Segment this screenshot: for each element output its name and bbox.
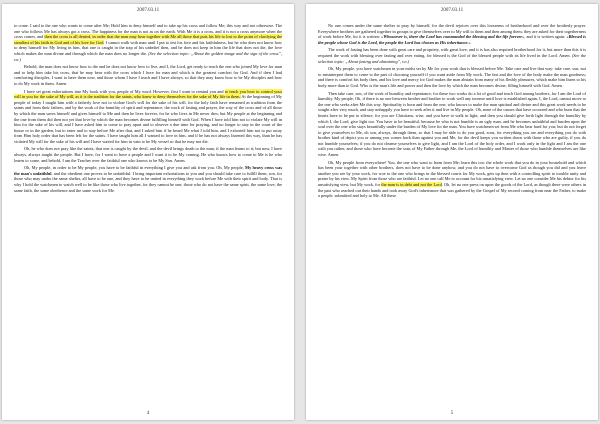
text-span: I have set great exhortations into My book with you, people of My word. However, first I want to remind you and: [24, 88, 225, 94]
text-span: The work of fasting has been done with great care and propriety, with great love, and it is has also required brotherhood for it, but more than this it is required the work with blessing over fasting and over eating, for blessed is the God of the blessed people with its life lived in the Lord. Amen.: [318, 47, 586, 58]
text-span: At the beginning of My people of today I taught him with a fatherly love not to violate God's will for the sake of his will, for the holy faith have remained as tradition from the saints and from their fathers, and by the work of the humility of spirit and repentance, the work of fasting and prayer, the way of the cross and of all those by which the man saves himself and gives himself to Me and then he lives forever, for he who lives in Me never dies; but My people at the beginning and the one from them did then not yet that love by which the man becomes divine fulfilling himself with God. When I have told him not to violate My will in him for the sake of his will, and I have asked him to come to pray apart and to observe a due time for praying, and no longer to stay in the court of the house or in the garden, but to enter and to stay before Me after that, and I asked him if he heard Me what I told him, and I exhorted him not to put away from Him holy order that has been left for the saints. I have taught him all I wanted to love in him, and if he has not always listened this way, than he has violated My will for the sake of his will and I have waited for him in vain to be My vessel so that he may not die.: [14, 94, 282, 144]
paragraph: [318, 160, 586, 199]
bold-text: Whosoever is, there the Lord has commanded the blessing and the life forever: [383, 34, 523, 40]
text-span: Then take care, son, of the work of humility and repentance, for these two works do a lot of good and teach God among brothers, for I am the Lord of humility. My people, Oh, if there is no one between brother and brother to work well any incense until love is established again, I, the Lord, cannot move to the one who seeks after Me this way. Spirituality is born and from the one, who knows to make the man spiritual and divine and this great work needs to be sought after very much, and stay unhappily you have to seek after it and live in My people. Oh, none of the causes that have occurred and who burn that the hearts have to be put to silence, for you are Christians, wise, and you have to walk in light, and then you should give forth light through the humility by which I, the Lord, give light too. You have to be beautiful, because he who is not humble is an ugly man, and he becomes unfaithful and burden upon the soul over the one who stays beautifully under the burden of My love for the man. You have watchmen set from Me who bear hard for you; but do not forget to give yourselves to Me, oh son, always, through them, so that I may be able to do you good, sons, for everything you are and everything you do with brother kind of depict you or among you comes back than against you and Me, for the devil keeps you written down with those who are guilty, if you do not humble yourselves; if you do not cleanse yourselves to give light, and I am the Lord of the holy order, and I work only in the light and I am the one with you rather, and those who have become the sons of My Father through Me, the Lord of humility and Master of those who humble themselves are like wise. Amen.: [318, 90, 586, 158]
page-body: [318, 23, 586, 199]
page-number: 5: [450, 411, 454, 416]
highlighted-text: then the cross is all denied, in order that the man may bear together with Me all those that puts his life to lost to the point of clarifying the steadfast of his faith in God and of his love for God.: [14, 34, 282, 45]
text-span: Oh, My people, in order to be My people, you have to be faithful in everything I give you and ask from you. Oh, My people,: [24, 165, 246, 171]
bold-text: My heavy cross was the man's unfaithful: [14, 165, 282, 176]
paragraph: [14, 89, 282, 145]
text-span: Oh, he who does not pray like the saints, that one is caught by the devil, and the devil brings death to the man, if the man learns to it; but now, I have always, always taught the people. But I have, for I want to have a people and I want it to be My coming. He who knows how to come to Me is he who learns to come, and behold, I am the Teacher over the faithful one who knows to be My Son. Amen.: [14, 146, 282, 163]
paragraph: [14, 64, 282, 86]
highlighted-text: the man is in debt and not the Lord: [381, 182, 442, 188]
right-page: [306, 4, 598, 420]
page-body: [14, 23, 282, 193]
text-span: », and it is written again: «: [522, 34, 569, 40]
text-span: I cannot walk with man until I put to test his love and his faithfulness, but he who does not know how to deny himself for My living in him, that one is caught in the trap of his unbelief then, and he does not keep in him the life that does not die, the love which makes the man divine and through which the man does no longer die.: [14, 39, 282, 56]
paragraph: [318, 23, 586, 45]
text-span: Oh, My people from everywhere! You, the one who want to learn from Me; learn this too: the whole work that you do in your household and which has been your together with other brothers, does not have to be done anyhow, and you do not have to overcome God as though you did and you leave another you see by your work, for woe to the one who brings in the blessed courts for My work, gets up then with a controlling spirit to trouble unity and praise by his view. My Spirit from those who are faithful. Let no one call Me to account for his unsatisfying view. Let no one consider Me his debtor for his unsatisfying view, but My work, for: [318, 159, 586, 188]
paragraph: [318, 91, 586, 158]
paragraph: [318, 47, 586, 64]
text-span: to come. I said to the one who wants to come after Me; Hold him to deny himself and to take up his cross and follow Me; this way and not otherwise. The one who follows Me has always got a cross. The happiness for the man is not as on the earth. With Me it is a cross, and it is not a cross anymore when the cross comes, and: [14, 23, 282, 40]
italic-text: (See the selection topic: „About fasting and abstaining”, r.n.): [318, 52, 586, 64]
paragraph: [14, 23, 282, 62]
highlighted-text: to teach you how to control your will in you for the sake of My will, as it is the tradition for the saints, who knew to deny themselves for the sake of My life in them.: [14, 88, 283, 100]
text-span: Oh, My people, you have watchmen in your midst set by Me for your work that is blessed before Me. Take care and live that way: take care, son, not to misinterpret them to come to the part of choosing yourself if you want aside from My work. The fast and the love of the body make the man goodness; and there is comfort his body then, and his love and mercy for God makes the man abstain from many of his fleshly pleasures, which make him listen to his body more than to God. Who is the man's life and power and then the love by which the man becomes divine, filling himself with God. Amen.: [318, 66, 586, 88]
text-span: Behold, the man does not know how to die and he does not know how to live, and I, the Lord, get ready to teach the one who joined My love for man and to help him take his cross, that he may bear with the cross which I bore for man and which is the greatest comfort for God. And if then I had comforting disciples, I want to have them now, and those whom I have I teach and I have always, so that they may know how to be My disciples and how to do My work in them. Amen.: [14, 64, 282, 86]
page-number: 4: [146, 411, 150, 416]
paragraph: [318, 66, 586, 88]
left-page: [2, 4, 294, 420]
text-span: »: [468, 39, 471, 45]
text-span: , and the obedient one proves to be unfaithful. I bring important exhortations to you and you should take care to fulfill them, son, for those who may under the same shelter, all have to be one, and they have to be united in everything they work before Me with their spirit and body. That is why I hold the watchmen to watch well to be like those who live together, for they cannot be one, those who do not have the same spirit, the same love, the same faith, the same obedience and the same work for Me.: [14, 170, 282, 193]
text-span: No one comes under the same shelter to pray by himself, for the devil rejoices over this looseness of brotherhood and over the brotherly prayer. Everywhere brothers are gathered together in groups to give themselves over to My will to them and then among them, they are asked for their togetherness of work before Me, for it is written: «: [318, 23, 586, 40]
page-header-date: 2007.03.11: [136, 8, 160, 13]
italic-text: (See the selection topic: „About the golden image and the sign of the cross”, r.n.): [14, 50, 283, 62]
text-span: . Oh, let no one press on upon the goods of the Lord, as though there were others in the past who reached out their hands and took away God's inheritance that was gathered by the Gospel of My second coming from near the Father, to make a people, submitted and holy to Me. All these: [318, 182, 586, 199]
page-header-date: 2007.03.11: [440, 8, 464, 13]
paragraph: [14, 165, 282, 193]
paragraph: [14, 146, 282, 163]
bold-text: Blessed is the people whose God is the Lord, the people the Lord has chosen as His inheritance.: [318, 34, 586, 45]
